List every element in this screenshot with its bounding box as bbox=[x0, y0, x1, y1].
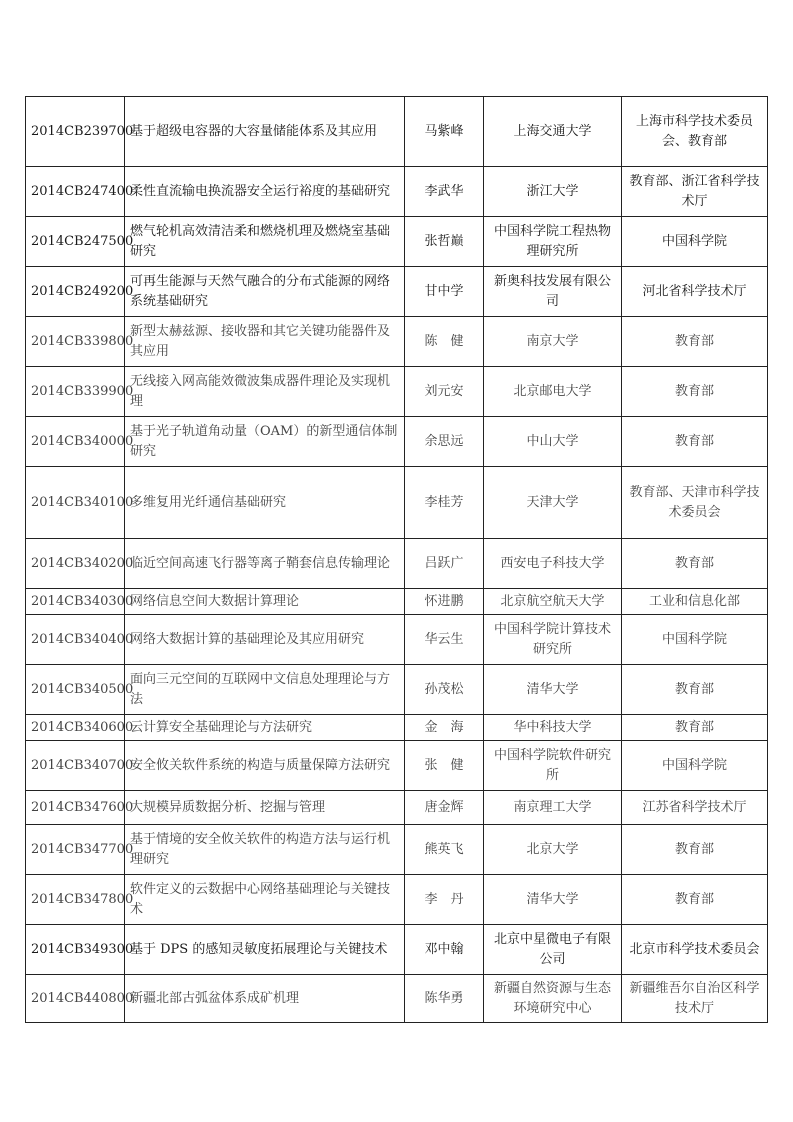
project-title-cell: 柔性直流输电换流器安全运行裕度的基础研究 bbox=[125, 167, 405, 217]
chief-scientist-cell: 金 海 bbox=[405, 715, 484, 741]
chief-scientist-cell: 李桂芳 bbox=[405, 467, 484, 539]
host-organization-cell: 新疆自然资源与生态环境研究中心 bbox=[484, 975, 622, 1023]
supervising-department-cell: 教育部、天津市科学技术委员会 bbox=[622, 467, 768, 539]
chief-scientist-cell: 马紫峰 bbox=[405, 97, 484, 167]
supervising-department-cell: 中国科学院 bbox=[622, 741, 768, 791]
chief-scientist-cell: 余思远 bbox=[405, 417, 484, 467]
project-id-cell: 2014CB340600 bbox=[26, 715, 125, 741]
host-organization-cell: 新奥科技发展有限公司 bbox=[484, 267, 622, 317]
project-title-cell: 网络信息空间大数据计算理论 bbox=[125, 589, 405, 615]
chief-scientist-cell: 李武华 bbox=[405, 167, 484, 217]
chief-scientist-cell: 张 健 bbox=[405, 741, 484, 791]
table-row bbox=[26, 539, 768, 589]
supervising-department-cell: 教育部 bbox=[622, 539, 768, 589]
supervising-department-cell: 教育部 bbox=[622, 367, 768, 417]
project-id-cell: 2014CB340400 bbox=[26, 615, 125, 665]
project-title-cell: 面向三元空间的互联网中文信息处理理论与方法 bbox=[125, 665, 405, 715]
host-organization-cell: 浙江大学 bbox=[484, 167, 622, 217]
project-id-cell: 2014CB349300 bbox=[26, 925, 125, 975]
host-organization-cell: 北京航空航天大学 bbox=[484, 589, 622, 615]
chief-scientist-cell: 甘中学 bbox=[405, 267, 484, 317]
project-id-cell: 2014CB347700 bbox=[26, 825, 125, 875]
host-organization-cell: 南京理工大学 bbox=[484, 791, 622, 825]
project-id-cell: 2014CB339900 bbox=[26, 367, 125, 417]
project-id-cell: 2014CB239700 bbox=[26, 97, 125, 167]
supervising-department-cell: 教育部 bbox=[622, 875, 768, 925]
project-title-cell: 多维复用光纤通信基础研究 bbox=[125, 467, 405, 539]
table-row bbox=[26, 317, 768, 367]
supervising-department-cell: 江苏省科学技术厅 bbox=[622, 791, 768, 825]
project-title-cell: 燃气轮机高效清洁柔和燃烧机理及燃烧室基础研究 bbox=[125, 217, 405, 267]
chief-scientist-cell: 熊英飞 bbox=[405, 825, 484, 875]
project-title-cell: 临近空间高速飞行器等离子鞘套信息传输理论 bbox=[125, 539, 405, 589]
project-id-cell: 2014CB247500 bbox=[26, 217, 125, 267]
table-row bbox=[26, 875, 768, 925]
chief-scientist-cell: 陈华勇 bbox=[405, 975, 484, 1023]
host-organization-cell: 天津大学 bbox=[484, 467, 622, 539]
project-id-cell: 2014CB340500 bbox=[26, 665, 125, 715]
project-id-cell: 2014CB339800 bbox=[26, 317, 125, 367]
project-id-cell: 2014CB347800 bbox=[26, 875, 125, 925]
supervising-department-cell: 教育部、浙江省科学技术厅 bbox=[622, 167, 768, 217]
host-organization-cell: 清华大学 bbox=[484, 665, 622, 715]
table-row bbox=[26, 925, 768, 975]
table-row bbox=[26, 791, 768, 825]
host-organization-cell: 南京大学 bbox=[484, 317, 622, 367]
host-organization-cell: 中国科学院计算技术研究所 bbox=[484, 615, 622, 665]
project-title-cell: 无线接入网高能效微波集成器件理论及实现机理 bbox=[125, 367, 405, 417]
supervising-department-cell: 教育部 bbox=[622, 715, 768, 741]
grant-project-table bbox=[25, 96, 768, 1023]
supervising-department-cell: 教育部 bbox=[622, 317, 768, 367]
supervising-department-cell: 中国科学院 bbox=[622, 615, 768, 665]
table-row bbox=[26, 589, 768, 615]
project-title-cell: 基于光子轨道角动量（OAM）的新型通信体制研究 bbox=[125, 417, 405, 467]
table-row bbox=[26, 367, 768, 417]
project-title-cell: 新型太赫兹源、接收器和其它关键功能器件及其应用 bbox=[125, 317, 405, 367]
host-organization-cell: 清华大学 bbox=[484, 875, 622, 925]
host-organization-cell: 华中科技大学 bbox=[484, 715, 622, 741]
host-organization-cell: 上海交通大学 bbox=[484, 97, 622, 167]
chief-scientist-cell: 张哲巅 bbox=[405, 217, 484, 267]
project-title-cell: 网络大数据计算的基础理论及其应用研究 bbox=[125, 615, 405, 665]
supervising-department-cell: 教育部 bbox=[622, 417, 768, 467]
host-organization-cell: 中山大学 bbox=[484, 417, 622, 467]
supervising-department-cell: 教育部 bbox=[622, 665, 768, 715]
table-body bbox=[26, 97, 768, 1023]
table-row bbox=[26, 167, 768, 217]
chief-scientist-cell: 陈 健 bbox=[405, 317, 484, 367]
table-row bbox=[26, 615, 768, 665]
chief-scientist-cell: 怀进鹏 bbox=[405, 589, 484, 615]
table-row bbox=[26, 417, 768, 467]
chief-scientist-cell: 华云生 bbox=[405, 615, 484, 665]
project-title-cell: 大规模异质数据分析、挖掘与管理 bbox=[125, 791, 405, 825]
project-id-cell: 2014CB247400 bbox=[26, 167, 125, 217]
host-organization-cell: 北京邮电大学 bbox=[484, 367, 622, 417]
project-id-cell: 2014CB340100 bbox=[26, 467, 125, 539]
project-id-cell: 2014CB340700 bbox=[26, 741, 125, 791]
project-title-cell: 软件定义的云数据中心网络基础理论与关键技术 bbox=[125, 875, 405, 925]
project-id-cell: 2014CB340000 bbox=[26, 417, 125, 467]
supervising-department-cell: 中国科学院 bbox=[622, 217, 768, 267]
project-title-cell: 基于超级电容器的大容量储能体系及其应用 bbox=[125, 97, 405, 167]
host-organization-cell: 中国科学院软件研究所 bbox=[484, 741, 622, 791]
chief-scientist-cell: 邓中翰 bbox=[405, 925, 484, 975]
table-row bbox=[26, 467, 768, 539]
project-title-cell: 基于情境的安全攸关软件的构造方法与运行机理研究 bbox=[125, 825, 405, 875]
supervising-department-cell: 新疆维吾尔自治区科学技术厅 bbox=[622, 975, 768, 1023]
table-row bbox=[26, 267, 768, 317]
host-organization-cell: 北京中星微电子有限公司 bbox=[484, 925, 622, 975]
table-row bbox=[26, 741, 768, 791]
project-id-cell: 2014CB249200 bbox=[26, 267, 125, 317]
project-id-cell: 2014CB340300 bbox=[26, 589, 125, 615]
host-organization-cell: 西安电子科技大学 bbox=[484, 539, 622, 589]
table-row bbox=[26, 217, 768, 267]
chief-scientist-cell: 唐金辉 bbox=[405, 791, 484, 825]
chief-scientist-cell: 孙茂松 bbox=[405, 665, 484, 715]
table-row bbox=[26, 975, 768, 1023]
supervising-department-cell: 教育部 bbox=[622, 825, 768, 875]
table-row bbox=[26, 715, 768, 741]
project-title-cell: 安全攸关软件系统的构造与质量保障方法研究 bbox=[125, 741, 405, 791]
project-id-cell: 2014CB347600 bbox=[26, 791, 125, 825]
project-title-cell: 可再生能源与天然气融合的分布式能源的网络系统基础研究 bbox=[125, 267, 405, 317]
project-id-cell: 2014CB340200 bbox=[26, 539, 125, 589]
supervising-department-cell: 北京市科学技术委员会 bbox=[622, 925, 768, 975]
chief-scientist-cell: 刘元安 bbox=[405, 367, 484, 417]
project-title-cell: 基于 DPS 的感知灵敏度拓展理论与关键技术 bbox=[125, 925, 405, 975]
host-organization-cell: 中国科学院工程热物理研究所 bbox=[484, 217, 622, 267]
supervising-department-cell: 工业和信息化部 bbox=[622, 589, 768, 615]
supervising-department-cell: 上海市科学技术委员会、教育部 bbox=[622, 97, 768, 167]
table-row bbox=[26, 665, 768, 715]
supervising-department-cell: 河北省科学技术厅 bbox=[622, 267, 768, 317]
chief-scientist-cell: 吕跃广 bbox=[405, 539, 484, 589]
host-organization-cell: 北京大学 bbox=[484, 825, 622, 875]
project-title-cell: 新疆北部古弧盆体系成矿机理 bbox=[125, 975, 405, 1023]
project-title-cell: 云计算安全基础理论与方法研究 bbox=[125, 715, 405, 741]
chief-scientist-cell: 李 丹 bbox=[405, 875, 484, 925]
table-row bbox=[26, 825, 768, 875]
table-row bbox=[26, 97, 768, 167]
project-id-cell: 2014CB440800 bbox=[26, 975, 125, 1023]
